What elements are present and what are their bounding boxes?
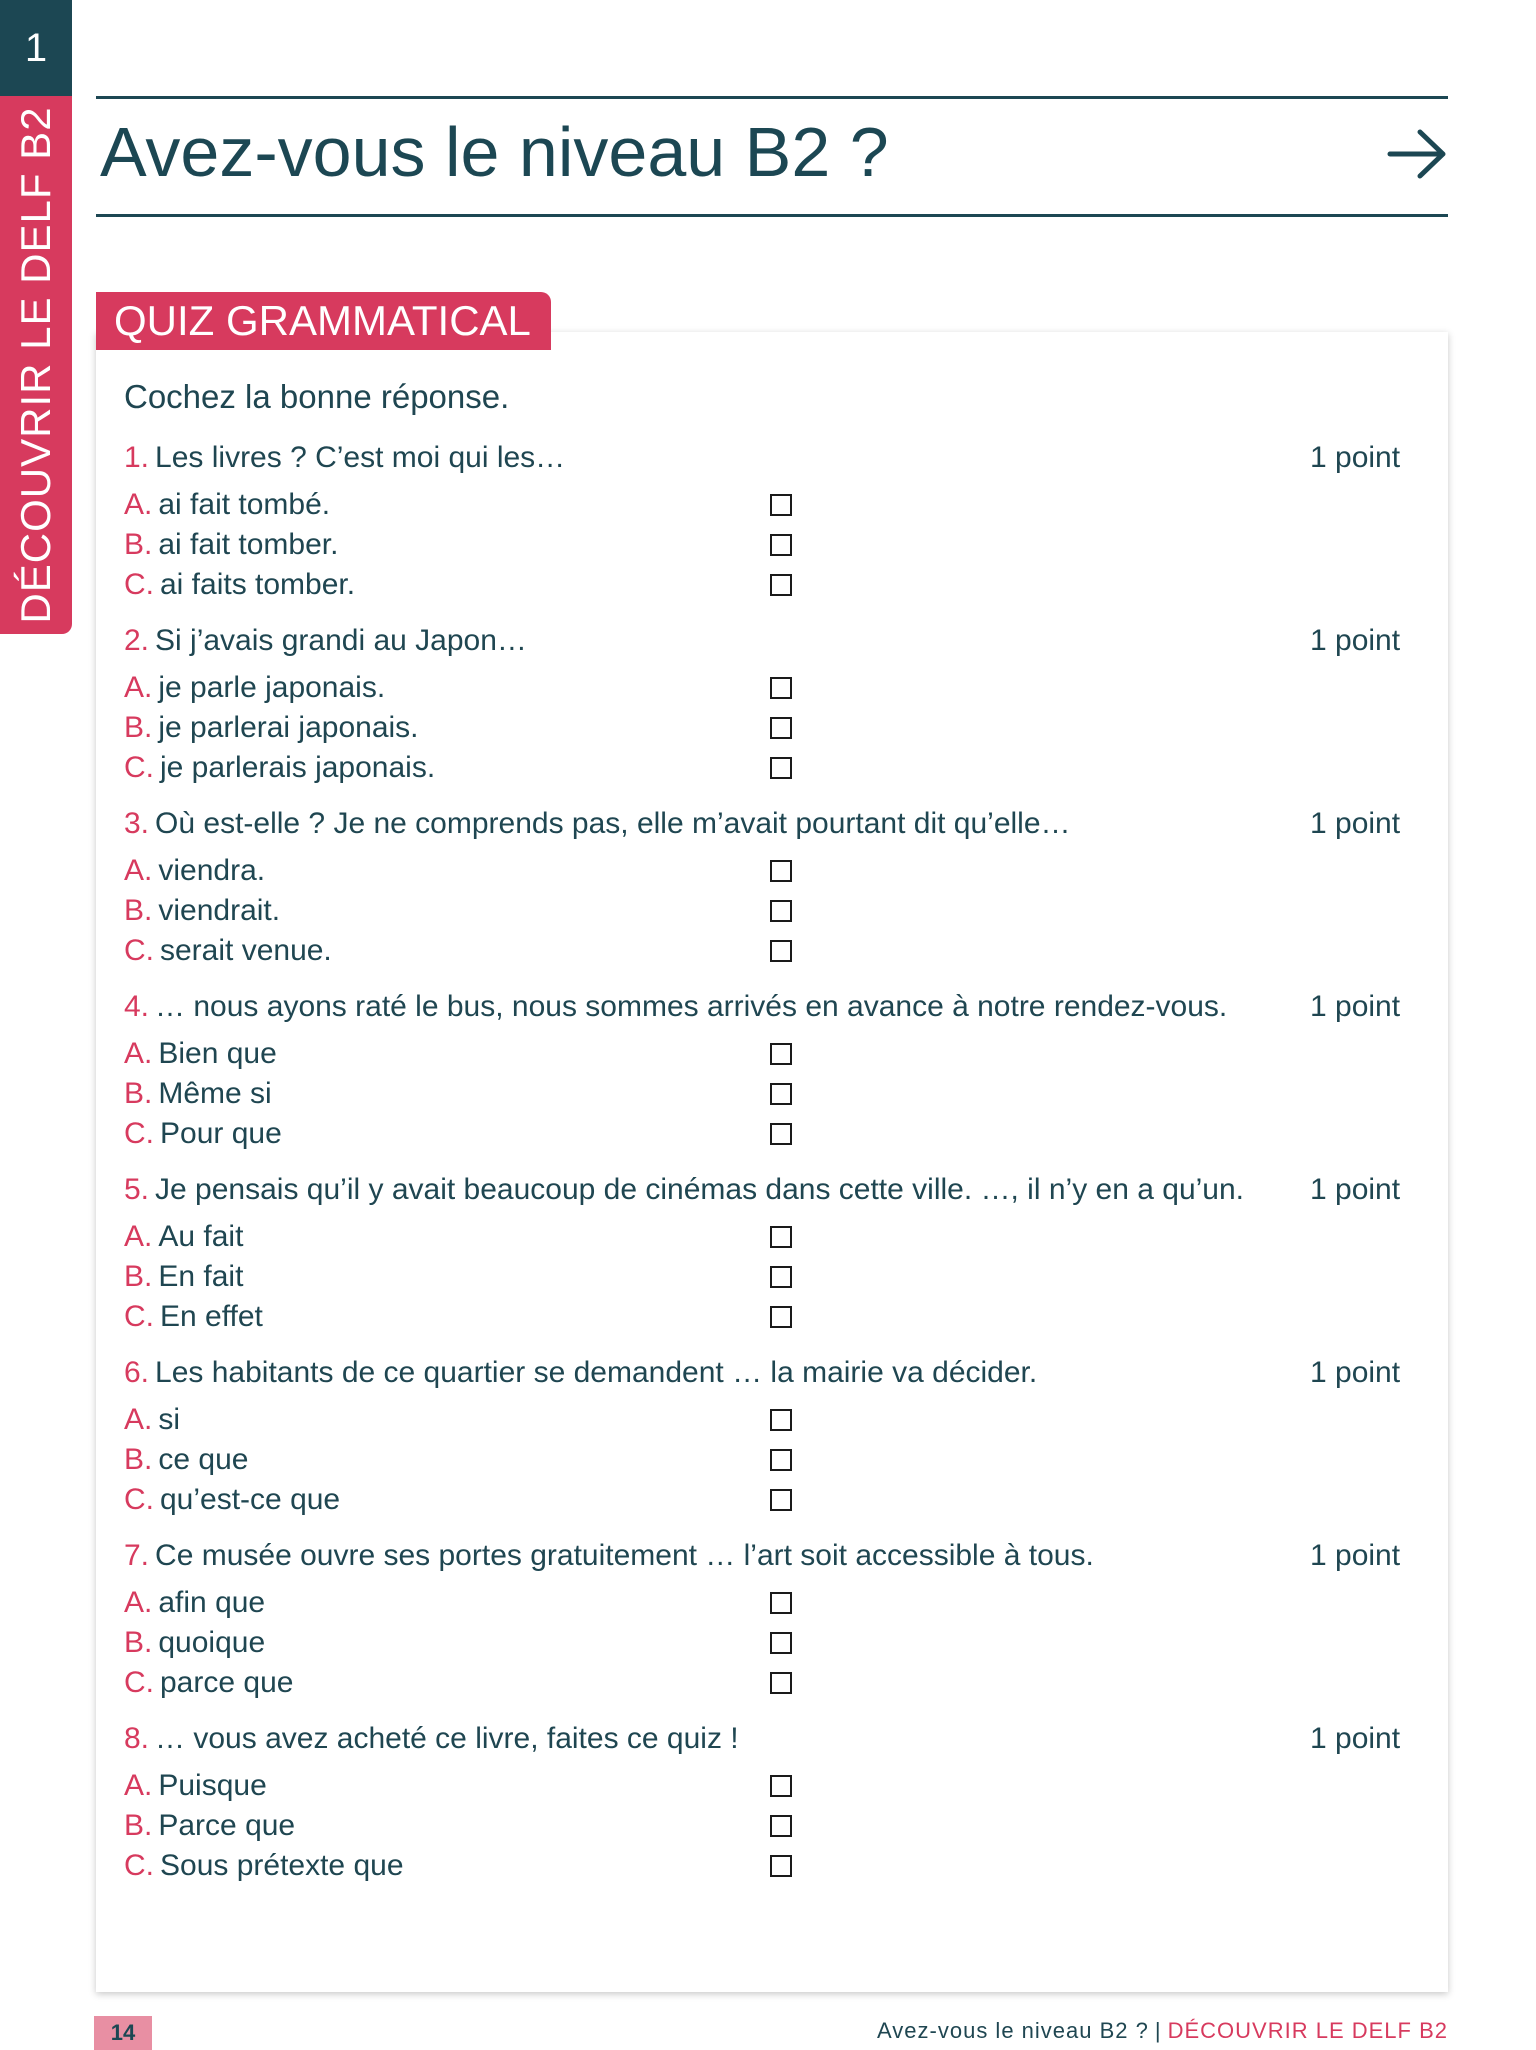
answer-checkbox[interactable] — [770, 1409, 792, 1431]
option-text: Bien que — [158, 1037, 277, 1070]
option-letter: B. — [124, 1626, 153, 1659]
option-letter: A. — [124, 1403, 153, 1436]
option-letter: A. — [124, 1037, 153, 1070]
option-text: En fait — [158, 1260, 244, 1293]
question-text: Les habitants de ce quartier se demandent … la mairie va décider. — [155, 1356, 1038, 1389]
option-letter: A. — [124, 1586, 153, 1619]
option-6-a — [124, 1400, 180, 1440]
option-7-a — [124, 1583, 265, 1623]
question-text: Si j’avais grandi au Japon… — [155, 624, 527, 657]
question-number: 1. — [124, 441, 150, 474]
answer-checkbox[interactable] — [770, 1266, 792, 1288]
answer-checkbox[interactable] — [770, 1043, 792, 1065]
option-7-c — [124, 1663, 293, 1703]
option-7-b — [124, 1623, 265, 1663]
footer-running-title: Avez-vous le niveau B2 ? — [877, 2018, 1149, 2043]
option-text: Puisque — [158, 1769, 267, 1802]
answer-checkbox[interactable] — [770, 1672, 792, 1694]
question-number: 4. — [124, 990, 150, 1023]
question-points: 1 point — [1310, 1722, 1401, 1755]
option-6-c — [124, 1480, 340, 1520]
option-text: qu’est-ce que — [160, 1483, 341, 1516]
question-points: 1 point — [1310, 807, 1401, 840]
option-2-b — [124, 708, 419, 748]
option-5-b — [124, 1257, 243, 1297]
answer-checkbox[interactable] — [770, 677, 792, 699]
option-1-a — [124, 485, 330, 525]
option-2-a — [124, 668, 385, 708]
option-text: viendrait. — [158, 894, 281, 927]
question-text: Les livres ? C’est moi qui les… — [155, 441, 566, 474]
answer-checkbox[interactable] — [770, 1489, 792, 1511]
option-letter: C. — [124, 1483, 154, 1516]
arrow-right-icon — [1386, 122, 1450, 186]
title-rule-bottom — [96, 214, 1448, 217]
question-4 — [124, 985, 1227, 1029]
side-label: DÉCOUVRIR LE DELF B2 — [12, 106, 59, 624]
answer-checkbox[interactable] — [770, 494, 792, 516]
answer-checkbox[interactable] — [770, 940, 792, 962]
question-number: 2. — [124, 624, 150, 657]
option-text: En effet — [160, 1300, 263, 1333]
answer-checkbox[interactable] — [770, 1306, 792, 1328]
option-letter: B. — [124, 1077, 153, 1110]
answer-checkbox[interactable] — [770, 717, 792, 739]
option-text: quoique — [158, 1626, 266, 1659]
option-letter: C. — [124, 1300, 154, 1333]
option-letter: C. — [124, 934, 154, 967]
answer-checkbox[interactable] — [770, 1632, 792, 1654]
question-points: 1 point — [1310, 1173, 1401, 1206]
option-8-a — [124, 1766, 267, 1806]
question-7 — [124, 1534, 1094, 1578]
option-text: Pour que — [160, 1117, 282, 1150]
option-4-a — [124, 1034, 277, 1074]
answer-checkbox[interactable] — [770, 1592, 792, 1614]
question-points: 1 point — [1310, 990, 1401, 1023]
option-2-c — [124, 748, 435, 788]
option-text: Au fait — [158, 1220, 244, 1253]
title-rule-top — [96, 96, 1448, 99]
option-letter: A. — [124, 1769, 153, 1802]
option-letter: C. — [124, 1117, 154, 1150]
question-6 — [124, 1351, 1037, 1395]
option-letter: A. — [124, 1220, 153, 1253]
answer-checkbox[interactable] — [770, 574, 792, 596]
option-3-b — [124, 891, 280, 931]
option-text: ai faits tomber. — [160, 568, 356, 601]
page-number: 14 — [94, 2016, 152, 2050]
option-letter: B. — [124, 711, 153, 744]
option-text: Parce que — [158, 1809, 296, 1842]
option-text: serait venue. — [160, 934, 332, 967]
option-text: si — [158, 1403, 181, 1436]
option-letter: B. — [124, 1260, 153, 1293]
option-letter: C. — [124, 568, 154, 601]
question-number: 3. — [124, 807, 150, 840]
option-5-a — [124, 1217, 243, 1257]
question-text: … vous avez acheté ce livre, faites ce quiz ! — [155, 1722, 739, 1755]
answer-checkbox[interactable] — [770, 1815, 792, 1837]
option-1-c — [124, 565, 355, 605]
option-8-b — [124, 1806, 295, 1846]
option-text: je parle japonais. — [158, 671, 386, 704]
question-points: 1 point — [1310, 441, 1401, 474]
question-text: Ce musée ouvre ses portes gratuitement … l’art soit accessible à tous. — [155, 1539, 1094, 1572]
question-8 — [124, 1717, 739, 1761]
instruction: Cochez la bonne réponse. — [124, 378, 510, 415]
option-text: parce que — [160, 1666, 294, 1699]
option-letter: B. — [124, 1443, 153, 1476]
question-1 — [124, 436, 565, 480]
option-letter: B. — [124, 528, 153, 561]
question-3 — [124, 802, 1071, 846]
question-text: Où est-elle ? Je ne comprends pas, elle m’avait pourtant dit qu’elle… — [155, 807, 1071, 840]
answer-checkbox[interactable] — [770, 860, 792, 882]
option-4-c — [124, 1114, 282, 1154]
question-5 — [124, 1168, 1244, 1212]
footer — [877, 2018, 1448, 2044]
page-title: Avez-vous le niveau B2 ? — [100, 113, 889, 191]
option-letter: B. — [124, 1809, 153, 1842]
question-number: 6. — [124, 1356, 150, 1389]
option-1-b — [124, 525, 338, 565]
answer-checkbox[interactable] — [770, 1083, 792, 1105]
footer-separator: | — [1154, 2018, 1162, 2043]
option-letter: A. — [124, 671, 153, 704]
answer-checkbox[interactable] — [770, 1855, 792, 1877]
question-text: Je pensais qu’il y avait beaucoup de cinémas dans cette ville. …, il n’y en a qu’un. — [155, 1173, 1244, 1206]
option-text: je parlerais japonais. — [160, 751, 436, 784]
option-text: je parlerai japonais. — [158, 711, 419, 744]
footer-section: DÉCOUVRIR LE DELF B2 — [1167, 2018, 1448, 2043]
section-tag: QUIZ GRAMMATICAL — [96, 292, 551, 350]
answer-checkbox[interactable] — [770, 534, 792, 556]
option-4-b — [124, 1074, 272, 1114]
question-number: 8. — [124, 1722, 150, 1755]
question-text: … nous ayons raté le bus, nous sommes arrivés en avance à notre rendez-vous. — [155, 990, 1228, 1023]
question-points: 1 point — [1310, 624, 1401, 657]
option-letter: C. — [124, 751, 154, 784]
option-text: ai fait tomber. — [158, 528, 339, 561]
option-letter: C. — [124, 1849, 154, 1882]
option-3-c — [124, 931, 332, 971]
option-6-b — [124, 1440, 248, 1480]
question-2 — [124, 619, 527, 663]
answer-checkbox[interactable] — [770, 900, 792, 922]
answer-checkbox[interactable] — [770, 1226, 792, 1248]
option-8-c — [124, 1846, 404, 1886]
chapter-number-tab — [0, 0, 72, 96]
option-letter: C. — [124, 1666, 154, 1699]
question-points: 1 point — [1310, 1356, 1401, 1389]
answer-checkbox[interactable] — [770, 1775, 792, 1797]
option-letter: B. — [124, 894, 153, 927]
option-text: ai fait tombé. — [158, 488, 331, 521]
answer-checkbox[interactable] — [770, 757, 792, 779]
answer-checkbox[interactable] — [770, 1449, 792, 1471]
option-3-a — [124, 851, 265, 891]
option-text: viendra. — [158, 854, 266, 887]
option-letter: A. — [124, 854, 153, 887]
option-text: ce que — [158, 1443, 249, 1476]
answer-checkbox[interactable] — [770, 1123, 792, 1145]
option-5-c — [124, 1297, 263, 1337]
question-number: 5. — [124, 1173, 150, 1206]
question-number: 7. — [124, 1539, 150, 1572]
option-text: afin que — [158, 1586, 266, 1619]
chapter-number: 1 — [24, 25, 48, 70]
option-letter: A. — [124, 488, 153, 521]
option-text: Sous prétexte que — [160, 1849, 404, 1882]
option-text: Même si — [158, 1077, 272, 1110]
question-points: 1 point — [1310, 1539, 1401, 1572]
